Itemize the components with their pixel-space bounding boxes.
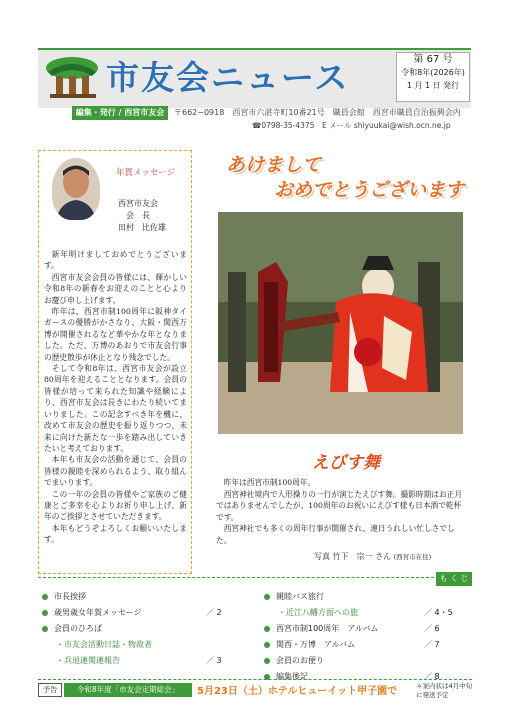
greeting-label: 年賀メッセージ [116,168,175,178]
toc-item-right-0[interactable] [264,591,324,602]
article-paragraph: 西宮神社でも多くの周年行事が開催され、連日うれしい忙しさでした。 [216,524,455,545]
feature-article [216,477,468,546]
greeting-paragraph: そして令和8年は、西宮市友会が設立80周年を迎えることとなります。会員の皆様が培って来られた知識や経験により、西宮市友会は長きにわたり続いてまいりました。この記念すべき年を機に、改めて市友会の歴史を振り返りつつ、未来に向けた新たな一歩を踏み出していきたいと考えております。 [44,364,187,453]
credit-name: 竹下 宗一 [332,552,373,561]
credit-label: 写真 [314,552,330,561]
bullet-icon [264,642,270,648]
toc-item-left-4[interactable]: ・兵退連関連報告 [56,656,120,665]
toc-page-left-1: ／ 2 [206,608,222,617]
newsletter-title: 市友会ニュース [106,58,350,97]
toc-label: 西宮市制100周年 アルバム [276,624,379,633]
toc-item-left-0[interactable] [42,591,86,602]
toc-page-right-1: ／ 4・5 [424,608,453,617]
toc-page-right-5: ／ 8 [424,672,440,681]
toc-item-right-3[interactable] [264,639,355,650]
toc-item-right-2[interactable] [264,623,378,634]
toc-divider [38,577,434,578]
greeting-paragraph: 西宮市友会会員の皆様には、輝かしい令和8年の新春をお迎えのことと心よりお慶び申し上げます。 [44,272,187,305]
president-portrait [52,158,100,220]
president-org: 西宮市友会 [118,199,158,208]
issue-info [396,52,470,102]
new-year-headline-line2: おめでとうございます [274,179,465,201]
bullet-icon [264,594,270,600]
greeting-paragraph: 昨年は、西宮市制100周年に阪神タイガースの優勝がかさなり、大阪・関西万博が開催されるなど華やかな年となりました。ただ、万博のあおりで市友会行事の歴史散歩が休止となり残念でした。 [44,307,187,362]
notice-tag: 予告 [38,683,62,697]
toc-label: 会員のお便り [276,656,324,665]
publisher-address: 〒662−0918 西宮市六湛寺町10番21号 職員会館 西宮市職員自治振興会内 [174,108,461,117]
greeting-paragraph: この一年の会員の皆様やご家族のご健康とご多幸を心よりお祈り申し上げ、新年のご挨拶とさせていただきます。 [44,489,187,522]
bullet-icon [42,594,48,600]
toc-label: 関西・万博 アルバム [276,640,356,649]
toc-label: 歳男歳女年賀メッセージ [54,608,142,617]
toc-item-left-2[interactable] [42,623,102,634]
toc-item-right-1[interactable]: ・近江八幡方面への旅 [278,608,358,617]
greeting-paragraph: 本年も市友会の活動を通じて、会員の皆様の親睦を深められるよう、取り組んでまいります。 [44,455,187,488]
article-paragraph: 昨年は西宮市制100周年。 [223,478,316,487]
photo-caption: えびす舞 [312,453,380,473]
greeting-text [44,249,187,546]
bullet-icon [42,610,48,616]
bullet-icon [42,626,48,632]
toc-label: 編集後記 [276,672,308,681]
toc-label: 市長挨拶 [54,592,86,601]
issue-date: 1 月 1 日 発行 [406,81,460,90]
toc-page-right-2: ／ 6 [424,624,440,633]
toc-page-right-3: ／ 7 [424,640,440,649]
photo-credit [314,551,431,562]
publisher-label: 編集・発行 / 西宮市友会 [72,106,168,120]
notice-note: ＊案内状は4月中旬に発送予定 [416,682,473,699]
bullet-icon [264,658,270,664]
credit-note: (西宮市在住) [393,553,432,561]
toc-page-left-4: ／ 3 [206,656,222,665]
toc-item-left-1[interactable] [42,607,142,618]
article-paragraph: 西宮神社境内で人形操りの一行が演じたえびす舞。撮影時期はお正月ではありませんでしたが、100周年のお祝いにえびす様も日本酒で乾杯です。 [216,489,463,522]
toc-item-left-3[interactable]: ・市友会活動日誌・物故者 [56,640,152,649]
toc-item-right-4[interactable] [264,655,324,666]
bullet-icon [264,626,270,632]
publisher-contact: ☎0798-35-4375 E メール shiyuukai@wish.ocn.ne.jp [252,121,451,130]
ebisu-dance-photo [218,212,463,434]
toc-label: 親睦バス旅行 [276,592,324,601]
president-role: 会 長 [126,211,150,220]
new-year-headline-line1: あけまして [226,154,322,176]
notice-divider [38,679,472,680]
toc-tag: も く じ [436,572,472,586]
greeting-paragraph: 本年もどうぞよろしくお願いいたします。 [44,523,187,545]
toc-label: 会員のひろば [54,624,102,633]
toc-item-right-5[interactable] [264,671,308,682]
notice-date-venue: 5月23日（土）ホテルヒューイット甲子園で [197,686,398,697]
president-name: 田村 比佐雄 [118,223,166,232]
greeting-paragraph: 新年明けましておめでとうございます。 [44,250,187,271]
association-logo [42,54,102,100]
issue-era-date: 令和8年(2026年) [401,68,465,77]
issue-number: 第 67 号 [413,54,453,65]
notice-title: 令和8年度「市友会定期総会」 [64,683,192,697]
credit-suffix: さん [375,552,392,561]
